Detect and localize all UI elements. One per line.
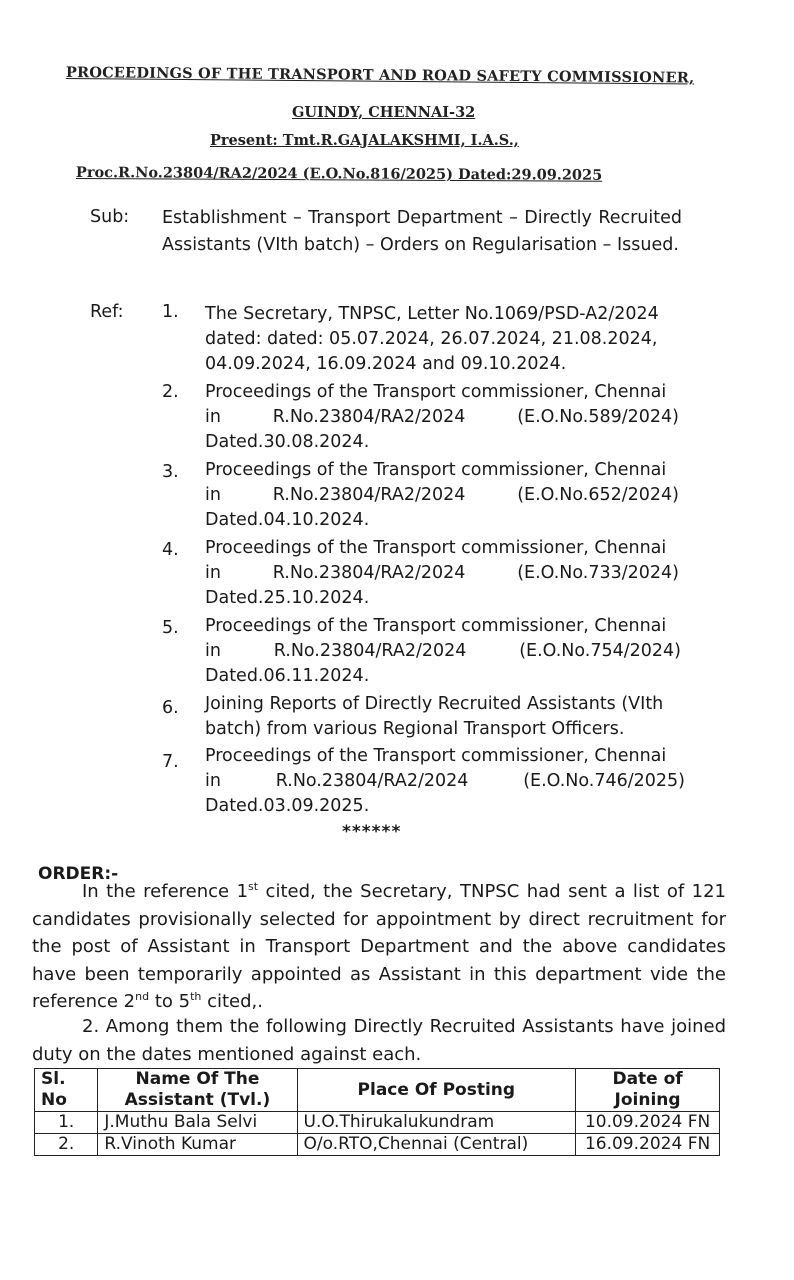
reference-line: [205, 769, 685, 794]
assistants-table: [34, 1068, 720, 1156]
reference-in: in: [205, 771, 221, 791]
reference-line: [205, 639, 685, 664]
reference-item-5: [205, 614, 685, 689]
reference-eo: (E.O.No.589/2024): [517, 407, 679, 427]
header-date: Date of Joining: [576, 1069, 720, 1112]
para1-sup-3: th: [190, 990, 202, 1003]
reference-number: 1.: [162, 302, 179, 322]
reference-line: Joining Reports of Directly Recruited Assistants (VIth: [205, 694, 664, 714]
reference-rno: R.No.23804/RA2/2024: [272, 563, 466, 583]
reference-item-4: [205, 536, 685, 611]
table-row: [35, 1112, 720, 1134]
reference-rno: R.No.23804/RA2/2024: [273, 641, 467, 661]
reference-in: in: [205, 641, 221, 661]
reference-in: in: [205, 407, 221, 427]
cell-date: 16.09.2024 FN: [576, 1134, 720, 1156]
header-address: GUINDY, CHENNAI-32: [292, 104, 476, 121]
reference-number: 6.: [162, 698, 179, 718]
cell-sl: 2.: [35, 1134, 98, 1156]
cell-name: R.Vinoth Kumar: [98, 1134, 297, 1156]
reference-item-6: [205, 692, 685, 742]
order-paragraph-2: 2. Among them the following Directly Recruited Assistants have joined duty on the dates mentioned against each.: [32, 1016, 726, 1065]
para1-sup-1: st: [248, 880, 259, 893]
reference-number: 7.: [162, 752, 179, 772]
cell-place: U.O.Thirukalukundram: [297, 1112, 576, 1134]
reference-date: Dated.03.09.2025.: [205, 796, 370, 816]
order-paragraph-1: [32, 878, 726, 1016]
reference-rno: R.No.23804/RA2/2024: [275, 771, 469, 791]
reference-in: in: [205, 563, 221, 583]
para1-text-b: cited, the Secretary, TNPSC had sent a list of 121 candidates provisionally selected for appointment by direct recruitment for the post of Assistant in Transport Department and the above candidates have been temporarily appointed as Assistant in this department vide the reference 2: [32, 881, 726, 1012]
section-separator: ******: [342, 822, 402, 842]
header-sl-no: Sl. No: [35, 1069, 98, 1112]
reference-item-1: [205, 302, 685, 377]
reference-eo: (E.O.No.733/2024): [517, 563, 679, 583]
reference-date: Dated.04.10.2024.: [205, 510, 370, 530]
table-row: [35, 1134, 720, 1156]
reference-eo: (E.O.No.754/2024): [519, 641, 681, 661]
reference-rno: R.No.23804/RA2/2024: [272, 407, 466, 427]
para1-sup-2: nd: [135, 990, 150, 1003]
reference-date: Dated.25.10.2024.: [205, 588, 370, 608]
reference-number: 4.: [162, 540, 179, 560]
para1-text-d: cited,.: [201, 991, 263, 1012]
reference-line: [205, 561, 685, 586]
reference-line: Proceedings of the Transport commissioner, Chennai: [205, 382, 667, 402]
reference-label: Ref:: [90, 302, 124, 322]
subject-text: Establishment – Transport Department – Directly Recruited Assistants (VIth batch) – Orders on Regularisation – Issued.: [162, 208, 682, 255]
para1-text-c: to 5: [149, 991, 191, 1012]
reference-date: Dated.30.08.2024.: [205, 432, 370, 452]
subject-label: Sub:: [90, 207, 130, 227]
reference-line: Proceedings of the Transport commissioner, Chennai: [205, 616, 667, 636]
para1-text-a: In the reference 1: [82, 881, 249, 902]
reference-line: The Secretary, TNPSC, Letter No.1069/PSD-A2/2024: [205, 304, 659, 324]
reference-line: [205, 405, 685, 430]
header-name: Name Of The Assistant (Tvl.): [98, 1069, 297, 1112]
cell-date: 10.09.2024 FN: [576, 1112, 720, 1134]
reference-line: [205, 483, 685, 508]
reference-date: Dated.06.11.2024.: [205, 666, 370, 686]
reference-line: Proceedings of the Transport commissioner, Chennai: [205, 460, 667, 480]
reference-item-3: [205, 458, 685, 533]
table-header-row: [35, 1069, 720, 1112]
reference-number: 2.: [162, 382, 179, 402]
reference-line: Proceedings of the Transport commissioner, Chennai: [205, 746, 667, 766]
reference-number: 3.: [162, 462, 179, 482]
cell-sl: 1.: [35, 1112, 98, 1134]
reference-line: dated: dated: 05.07.2024, 26.07.2024, 21.08.2024,: [205, 329, 658, 349]
reference-in: in: [205, 485, 221, 505]
reference-eo: (E.O.No.652/2024): [517, 485, 679, 505]
cell-name: J.Muthu Bala Selvi: [98, 1112, 297, 1134]
header-proc-number: Proc.R.No.23804/RA2/2024 (E.O.No.816/2025) Dated:29.09.2025: [75, 164, 603, 184]
cell-place: O/o.RTO,Chennai (Central): [297, 1134, 576, 1156]
header-place: Place Of Posting: [297, 1069, 576, 1112]
reference-line: 04.09.2024, 16.09.2024 and 09.10.2024.: [205, 354, 567, 374]
reference-number: 5.: [162, 618, 179, 638]
reference-line: batch) from various Regional Transport Officers.: [205, 719, 625, 739]
reference-line: Proceedings of the Transport commissioner, Chennai: [205, 538, 667, 558]
reference-item-2: [205, 380, 685, 455]
header-title: PROCEEDINGS OF THE TRANSPORT AND ROAD SAFETY COMMISSIONER,: [65, 64, 695, 87]
order-title: ORDER:-: [38, 864, 119, 884]
reference-rno: R.No.23804/RA2/2024: [272, 485, 466, 505]
reference-item-7: [205, 744, 685, 819]
reference-eo: (E.O.No.746/2025): [523, 771, 685, 791]
header-present: Present: Tmt.R.GAJALAKSHMI, I.A.S.,: [210, 132, 519, 149]
